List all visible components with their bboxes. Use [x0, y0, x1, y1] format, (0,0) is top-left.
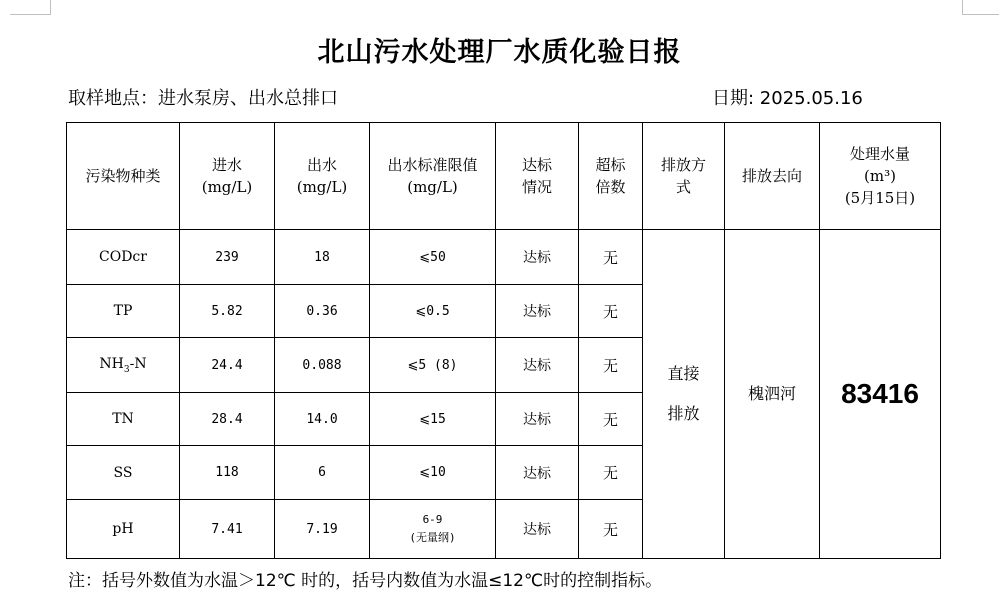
discharge-destination-cell: 槐泗河 — [725, 230, 820, 559]
influent-cell: 118 — [180, 446, 275, 500]
status-cell: 达标 — [496, 230, 579, 285]
limit-cell: 6-9 (无量纲) — [370, 500, 496, 559]
effluent-cell: 6 — [275, 446, 370, 500]
limit-cell: ⩽5 (8) — [370, 338, 496, 393]
header-exceed: 超标 倍数 — [579, 123, 643, 230]
status-cell: 达标 — [496, 446, 579, 500]
header-pollutant: 污染物种类 — [67, 123, 180, 230]
status-cell: 达标 — [496, 500, 579, 559]
limit-cell: ⩽0.5 — [370, 285, 496, 338]
influent-cell: 239 — [180, 230, 275, 285]
pollutant-cell: TP — [67, 285, 180, 338]
status-cell: 达标 — [496, 338, 579, 393]
header-effluent: 出水 (mg/L) — [275, 123, 370, 230]
header-method: 排放方 式 — [643, 123, 725, 230]
effluent-cell: 18 — [275, 230, 370, 285]
page-corner-mark-left — [10, 0, 51, 15]
exceed-cell: 无 — [579, 446, 643, 500]
effluent-cell: 14.0 — [275, 393, 370, 446]
influent-cell: 24.4 — [180, 338, 275, 393]
effluent-cell: 0.36 — [275, 285, 370, 338]
water-quality-table — [66, 122, 941, 559]
limit-cell: ⩽50 — [370, 230, 496, 285]
report-date: 日期: 2025.05.16 — [712, 88, 863, 109]
page-corner-mark-right — [962, 0, 999, 15]
status-cell: 达标 — [496, 285, 579, 338]
exceed-cell: 无 — [579, 500, 643, 559]
sample-site: 取样地点：进水泵房、出水总排口 — [68, 88, 338, 109]
pollutant-cell: $NH_3-N$ — [67, 338, 180, 393]
treated-volume-cell — [820, 230, 941, 559]
pollutant-cell: CODcr — [67, 230, 180, 285]
exceed-cell: 无 — [579, 393, 643, 446]
treated-volume: 83416 — [841, 378, 919, 409]
discharge-method-cell: 直接 排放 — [643, 230, 725, 559]
limit-cell: ⩽15 — [370, 393, 496, 446]
influent-cell: 7.41 — [180, 500, 275, 559]
status-cell: 达标 — [496, 393, 579, 446]
exceed-cell: 无 — [579, 338, 643, 393]
exceed-cell: 无 — [579, 285, 643, 338]
pollutant-cell: pH — [67, 500, 180, 559]
header-destination: 排放去向 — [725, 123, 820, 230]
header-influent: 进水 (mg/L) — [180, 123, 275, 230]
footnote: 注：括号外数值为水温＞12℃ 时的，括号内数值为水温≤12℃时的控制指标。 — [68, 571, 663, 591]
header-status: 达标 情况 — [496, 123, 579, 230]
influent-cell: 28.4 — [180, 393, 275, 446]
exceed-cell: 无 — [579, 230, 643, 285]
header-volume: 处理水量 (m³) (5月15日) — [820, 123, 941, 230]
influent-cell: 5.82 — [180, 285, 275, 338]
header-limit: 出水标准限值 (mg/L) — [370, 123, 496, 230]
pollutant-cell: SS — [67, 446, 180, 500]
effluent-cell: 0.088 — [275, 338, 370, 393]
table-header-row — [67, 123, 941, 230]
report-title: 北山污水处理厂水质化验日报 — [317, 37, 682, 68]
table-row — [67, 230, 941, 285]
limit-cell: ⩽10 — [370, 446, 496, 500]
effluent-cell: 7.19 — [275, 500, 370, 559]
pollutant-cell: TN — [67, 393, 180, 446]
